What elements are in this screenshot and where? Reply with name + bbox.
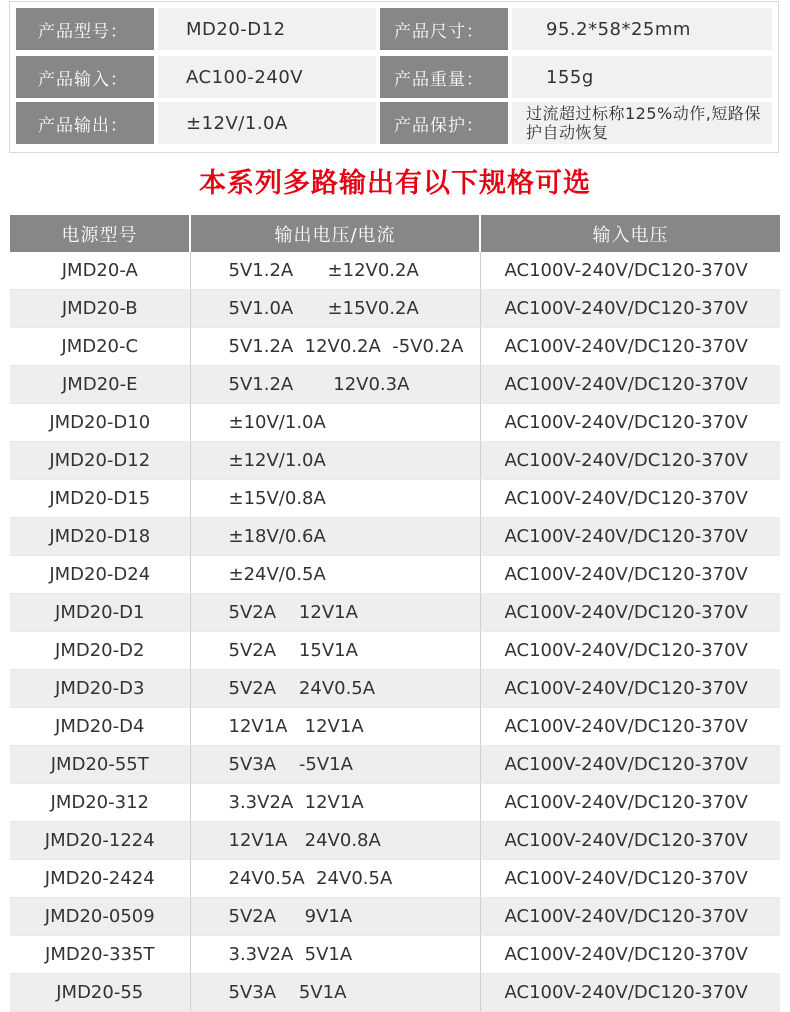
cell-model: JMD20-335T [10, 936, 190, 974]
cell-input: AC100V-240V/DC120-370V [480, 290, 780, 328]
cell-model: JMD20-D10 [10, 404, 190, 442]
spec-label-weight: 产品重量： [380, 56, 508, 98]
cell-output: ±18V/0.6A [190, 518, 480, 556]
cell-output: 12V1A 24V0.8A [190, 822, 480, 860]
cell-model: JMD20-B [10, 290, 190, 328]
spec-label-input: 产品输入： [16, 56, 154, 98]
cell-input: AC100V-240V/DC120-370V [480, 784, 780, 822]
table-row [10, 708, 780, 746]
cell-output: ±10V/1.0A [190, 404, 480, 442]
spec-row-input [16, 56, 772, 98]
table-row [10, 936, 780, 974]
cell-model: JMD20-0509 [10, 898, 190, 936]
cell-model: JMD20-D24 [10, 556, 190, 594]
table-row [10, 328, 780, 366]
table-row [10, 632, 780, 670]
cell-output: 12V1A 12V1A [190, 708, 480, 746]
table-row [10, 784, 780, 822]
cell-output: ±15V/0.8A [190, 480, 480, 518]
cell-input: AC100V-240V/DC120-370V [480, 518, 780, 556]
column-header-input: 输入电压 [480, 215, 780, 252]
table-row [10, 556, 780, 594]
cell-input: AC100V-240V/DC120-370V [480, 670, 780, 708]
cell-model: JMD20-D18 [10, 518, 190, 556]
page-title: 本系列多路输出有以下规格可选 [199, 168, 591, 199]
spec-value-size: 95.2*58*25mm [512, 8, 772, 50]
cell-model: JMD20-D15 [10, 480, 190, 518]
cell-output: 5V3A -5V1A [190, 746, 480, 784]
cell-model: JMD20-D12 [10, 442, 190, 480]
cell-input: AC100V-240V/DC120-370V [480, 898, 780, 936]
spec-value-output: ±12V/1.0A [158, 102, 376, 144]
cell-output: 5V2A 24V0.5A [190, 670, 480, 708]
cell-input: AC100V-240V/DC120-370V [480, 632, 780, 670]
spec-value-protection: 过流超过标称125%动作,短路保护自动恢复 [512, 102, 772, 144]
cell-model: JMD20-1224 [10, 822, 190, 860]
table-header-row [10, 215, 780, 252]
cell-input: AC100V-240V/DC120-370V [480, 404, 780, 442]
cell-input: AC100V-240V/DC120-370V [480, 252, 780, 290]
table-row [10, 746, 780, 784]
cell-input: AC100V-240V/DC120-370V [480, 708, 780, 746]
cell-model: JMD20-D4 [10, 708, 190, 746]
cell-input: AC100V-240V/DC120-370V [480, 746, 780, 784]
cell-input: AC100V-240V/DC120-370V [480, 974, 780, 1012]
cell-output: 24V0.5A 24V0.5A [190, 860, 480, 898]
table-row [10, 290, 780, 328]
cell-output: 3.3V2A 5V1A [190, 936, 480, 974]
table-row [10, 594, 780, 632]
model-table [10, 215, 780, 1012]
cell-input: AC100V-240V/DC120-370V [480, 822, 780, 860]
cell-model: JMD20-55T [10, 746, 190, 784]
cell-model: JMD20-2424 [10, 860, 190, 898]
spec-label-output: 产品输出： [16, 102, 154, 144]
table-row [10, 252, 780, 290]
cell-output: 5V1.2A 12V0.3A [190, 366, 480, 404]
cell-model: JMD20-A [10, 252, 190, 290]
table-row [10, 822, 780, 860]
cell-model: JMD20-D1 [10, 594, 190, 632]
cell-model: JMD20-312 [10, 784, 190, 822]
cell-output: ±24V/0.5A [190, 556, 480, 594]
cell-model: JMD20-D2 [10, 632, 190, 670]
table-row [10, 366, 780, 404]
cell-output: 5V3A 5V1A [190, 974, 480, 1012]
table-row [10, 404, 780, 442]
cell-output: 5V2A 12V1A [190, 594, 480, 632]
table-row [10, 860, 780, 898]
cell-input: AC100V-240V/DC120-370V [480, 480, 780, 518]
cell-output: 5V1.2A ±12V0.2A [190, 252, 480, 290]
column-header-output: 输出电压/电流 [190, 215, 480, 252]
cell-input: AC100V-240V/DC120-370V [480, 860, 780, 898]
cell-model: JMD20-C [10, 328, 190, 366]
table-row [10, 480, 780, 518]
cell-input: AC100V-240V/DC120-370V [480, 442, 780, 480]
cell-input: AC100V-240V/DC120-370V [480, 594, 780, 632]
cell-input: AC100V-240V/DC120-370V [480, 328, 780, 366]
spec-label-model: 产品型号： [16, 8, 154, 50]
cell-output: 5V1.2A 12V0.2A -5V0.2A [190, 328, 480, 366]
cell-output: 5V1.0A ±15V0.2A [190, 290, 480, 328]
column-header-model: 电源型号 [10, 215, 190, 252]
spec-label-protection: 产品保护： [380, 102, 508, 144]
spec-label-size: 产品尺寸： [380, 8, 508, 50]
cell-model: JMD20-D3 [10, 670, 190, 708]
table-row [10, 442, 780, 480]
table-row [10, 670, 780, 708]
cell-output: ±12V/1.0A [190, 442, 480, 480]
cell-output: 5V2A 15V1A [190, 632, 480, 670]
table-row [10, 518, 780, 556]
cell-input: AC100V-240V/DC120-370V [480, 936, 780, 974]
spec-row-model [16, 8, 772, 50]
cell-model: JMD20-E [10, 366, 190, 404]
spec-panel [9, 1, 779, 153]
spec-value-weight: 155g [512, 56, 772, 98]
table-row [10, 974, 780, 1012]
table-row [10, 898, 780, 936]
cell-output: 3.3V2A 12V1A [190, 784, 480, 822]
spec-value-input: AC100-240V [158, 56, 376, 98]
cell-input: AC100V-240V/DC120-370V [480, 556, 780, 594]
cell-output: 5V2A 9V1A [190, 898, 480, 936]
cell-input: AC100V-240V/DC120-370V [480, 366, 780, 404]
spec-value-model: MD20-D12 [158, 8, 376, 50]
table-body [10, 252, 780, 1012]
spec-row-output [16, 102, 772, 144]
cell-model: JMD20-55 [10, 974, 190, 1012]
